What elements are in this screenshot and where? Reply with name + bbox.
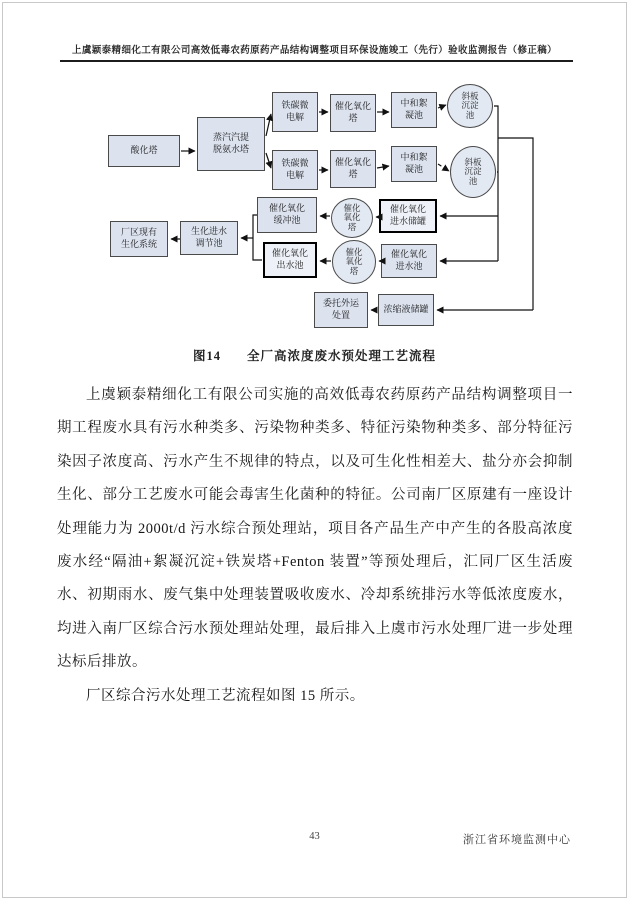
flowchart-node-catalytic-oxidation-inlet-storage-tank: 催化氧化 进水储罐 [379, 199, 437, 233]
flowchart-node-catalytic-oxidation-outlet-tank: 催化氧化 出水池 [263, 242, 317, 278]
flowchart-node-offsite-disposal: 委托外运 处置 [314, 292, 368, 328]
report-header-title: 上虞颖泰精细化工有限公司高效低毒农药原药产品结构调整项目环保设施竣工（先行）验收监测报告（修正稿） [71, 46, 558, 56]
flowchart-node-acidification-tower: 酸化塔 [108, 135, 180, 167]
page-number: 43 [309, 831, 320, 842]
flowchart-node-inclined-plate-settler-1: 斜板 沉淀 池 [447, 84, 493, 128]
flowchart-node-catalytic-oxidation-tower-2: 催化 氧化 塔 [332, 240, 376, 284]
figure-caption [0, 346, 629, 364]
flowchart-node-neutralization-flocculation-2: 中和絮 凝池 [391, 146, 437, 182]
flowchart-node-oxidation-tower-1: 催化氧化 塔 [330, 94, 376, 132]
flowchart-node-steam-stripping-tower: 蒸汽汽提 脱氨水塔 [197, 117, 265, 171]
flowchart-node-concentrate-storage-tank: 浓缩液储罐 [378, 294, 434, 326]
figure-caption-title: 全厂高浓度废水预处理工艺流程 [247, 349, 437, 363]
flowchart-node-catalytic-oxidation-tower-1: 催化 氧化 塔 [331, 198, 373, 238]
flowchart-node-catalytic-oxidation-inlet-pool: 催化氧化 进水池 [381, 244, 437, 278]
footer-organization: 浙江省环境监测中心 [463, 834, 571, 846]
flowchart-node-neutralization-flocculation-1: 中和絮 凝池 [391, 92, 437, 128]
flowchart-node-inclined-plate-settler-2: 斜板 沉淀 池 [450, 146, 496, 198]
flowchart-node-oxidation-tower-2: 催化氧化 塔 [330, 150, 376, 188]
paragraph-wastewater-overview: 上虞颖泰精细化工有限公司实施的高效低毒农药原药产品结构调整项目一期工程废水具有污水种类多、污染物种类多、特征污染物种类多、部分特征污染因子浓度高、污水产生不规律的特点，以及可生化性相差大、盐分亦会抑制生化、部分工艺废水可能会毒害生化菌种的特征。公司南厂区原建有一座设计处理能力为 2000t/d 污水综合预处理站，项目各产品生产中产生的各股高浓度废水经“隔油+絮凝沉淀+铁炭塔+Fenton 装置”等预处理后，汇同厂区生活废水、初期雨水、废气集中处理装置吸收废水、冷却系统排污水等低浓度废水，均进入南厂区综合污水预处理站处理，最后排入上虞市污水处理厂进一步处理达标后排放。 [57, 387, 573, 671]
paragraph-figure15-reference: 厂区综合污水处理工艺流程如图 15 所示。 [86, 687, 365, 704]
figure-caption-label: 图14 [192, 349, 221, 363]
flowchart-node-existing-biochemical-system: 厂区现有 生化系统 [110, 221, 168, 257]
flowchart-node-bio-inlet-regulating-tank: 生化进水 调节池 [180, 221, 238, 255]
flowchart-node-catalytic-oxidation-buffer-tank: 催化氧化 缓冲池 [257, 197, 317, 233]
flowchart-node-iron-carbon-electrolysis-1: 铁碳微 电解 [272, 92, 318, 132]
body-text [57, 379, 573, 713]
flowchart-node-iron-carbon-electrolysis-2: 铁碳微 电解 [272, 150, 318, 190]
